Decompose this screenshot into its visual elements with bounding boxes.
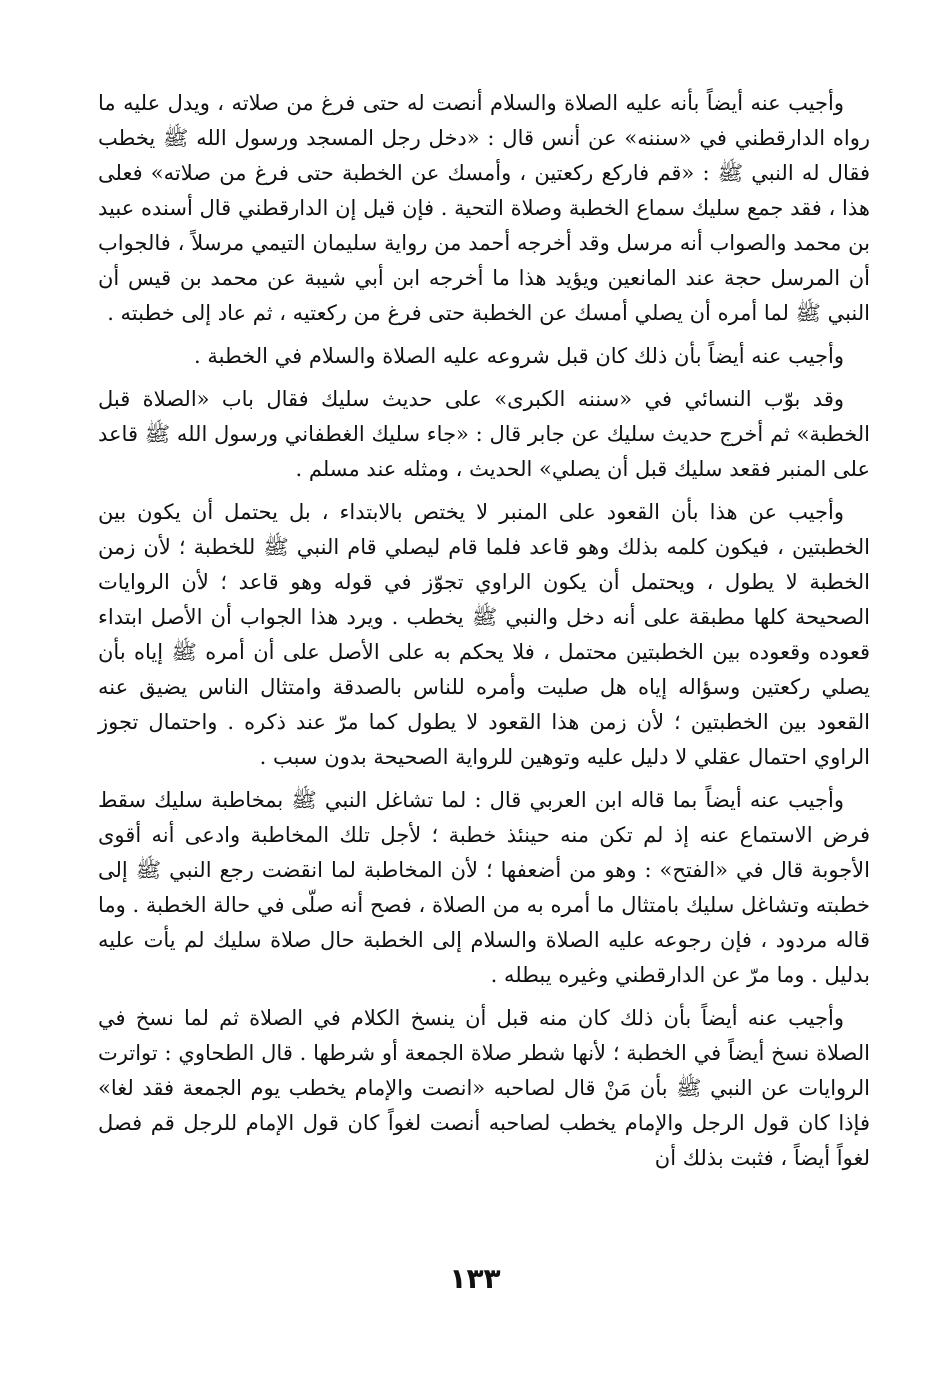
paragraph-1: وأجيب عنه أيضاً بأنه عليه الصلاة والسلام أنصت له حتى فرغ من صلاته ، ويدل عليه ما رواه الدارقطني في «سننه» عن أنس قال : «دخل رجل المسجد ورسول الله ﷺ يخطب فقال له النبي ﷺ : «قم فاركع ركعتين ، وأمسك عن الخطبة حتى فرغ من صلاته» فعلى هذا ، فقد جمع سليك سماع الخطبة وصلاة التحية . فإن قيل إن الدارقطني قال أسنده عبيد بن محمد والصواب أنه مرسل وقد أخرجه أحمد من رواية سليمان التيمي مرسلاً ، فالجواب أن المرسل حجة عند المانعين ويؤيد هذا ما أخرجه ابن أبي شيبة عن محمد بن قيس أن النبي ﷺ لما أمره أن يصلي أمسك عن الخطبة حتى فرغ من ركعتيه ، ثم عاد إلى خطبته . [98, 91, 870, 325]
paragraph-3: وقد بوّب النسائي في «سننه الكبرى» على حديث سليك فقال باب «الصلاة قبل الخطبة» ثم أخرج حديث سليك عن جابر قال : «جاء سليك الغطفاني ورسول الله ﷺ قاعد على المنبر فقعد سليك قبل أن يصلي» الحديث ، ومثله عند مسلم . [98, 387, 870, 481]
body-text [98, 86, 870, 1176]
page-number: ١٣٣ [449, 1262, 501, 1295]
paragraph-6: وأجيب عنه أيضاً بأن ذلك كان منه قبل أن ينسخ الكلام في الصلاة ثم لما نسخ في الصلاة نسخ أيضاً في الخطبة ؛ لأنها شطر صلاة الجمعة أو شرطها . قال الطحاوي : تواترت الروايات عن النبي ﷺ بأن مَنْ قال لصاحبه «انصت والإمام يخطب يوم الجمعة فقد لغا» فإذا كان قول الرجل والإمام يخطب لصاحبه أنصت لغواً كان قول الإمام للرجل قم فصل لغواً أيضاً ، فثبت بذلك أن [98, 1006, 870, 1170]
paragraph-2: وأجيب عنه أيضاً بأن ذلك كان قبل شروعه عليه الصلاة والسلام في الخطبة . [194, 344, 844, 368]
paragraph-4: وأجيب عن هذا بأن القعود على المنبر لا يختص بالابتداء ، بل يحتمل أن يكون بين الخطبتين ، فيكون كلمه بذلك وهو قاعد فلما قام ليصلي قام النبي ﷺ للخطبة ؛ لأن زمن الخطبة لا يطول ، ويحتمل أن يكون الراوي تجوّز في قوله وهو قاعد ؛ لأن الروايات الصحيحة كلها مطبقة على أنه دخل والنبي ﷺ يخطب . ويرد هذا الجواب أن الأصل ابتداء قعوده وقعوده بين الخطبتين محتمل ، فلا يحكم به على الأصل على أن أمره ﷺ إياه بأن يصلي ركعتين وسؤاله إياه هل صليت وأمره للناس بالصدقة وامتثال الناس يضيق عنه القعود بين الخطبتين ؛ لأن زمن هذا القعود لا يطول كما مرّ عند ذكره . واحتمال تجوز الراوي احتمال عقلي لا دليل عليه وتوهين للرواية الصحيحة بدون سبب . [98, 500, 870, 769]
paragraph-5: وأجيب عنه أيضاً بما قاله ابن العربي قال : لما تشاغل النبي ﷺ بمخاطبة سليك سقط فرض الاستماع عنه إذ لم تكن منه حينئذ خطبة ؛ لأجل تلك المخاطبة وادعى أنه أقوى الأجوبة قال في «الفتح» : وهو من أضعفها ؛ لأن المخاطبة لما انقضت رجع النبي ﷺ إلى خطبته وتشاغل سليك بامتثال ما أمره به من الصلاة ، فصح أنه صلّى في حالة الخطبة . وما قاله مردود ، فإن رجوعه عليه الصلاة والسلام إلى الخطبة حال صلاة سليك لم يأت عليه بدليل . وما مرّ عن الدارقطني وغيره يبطله . [98, 788, 870, 987]
